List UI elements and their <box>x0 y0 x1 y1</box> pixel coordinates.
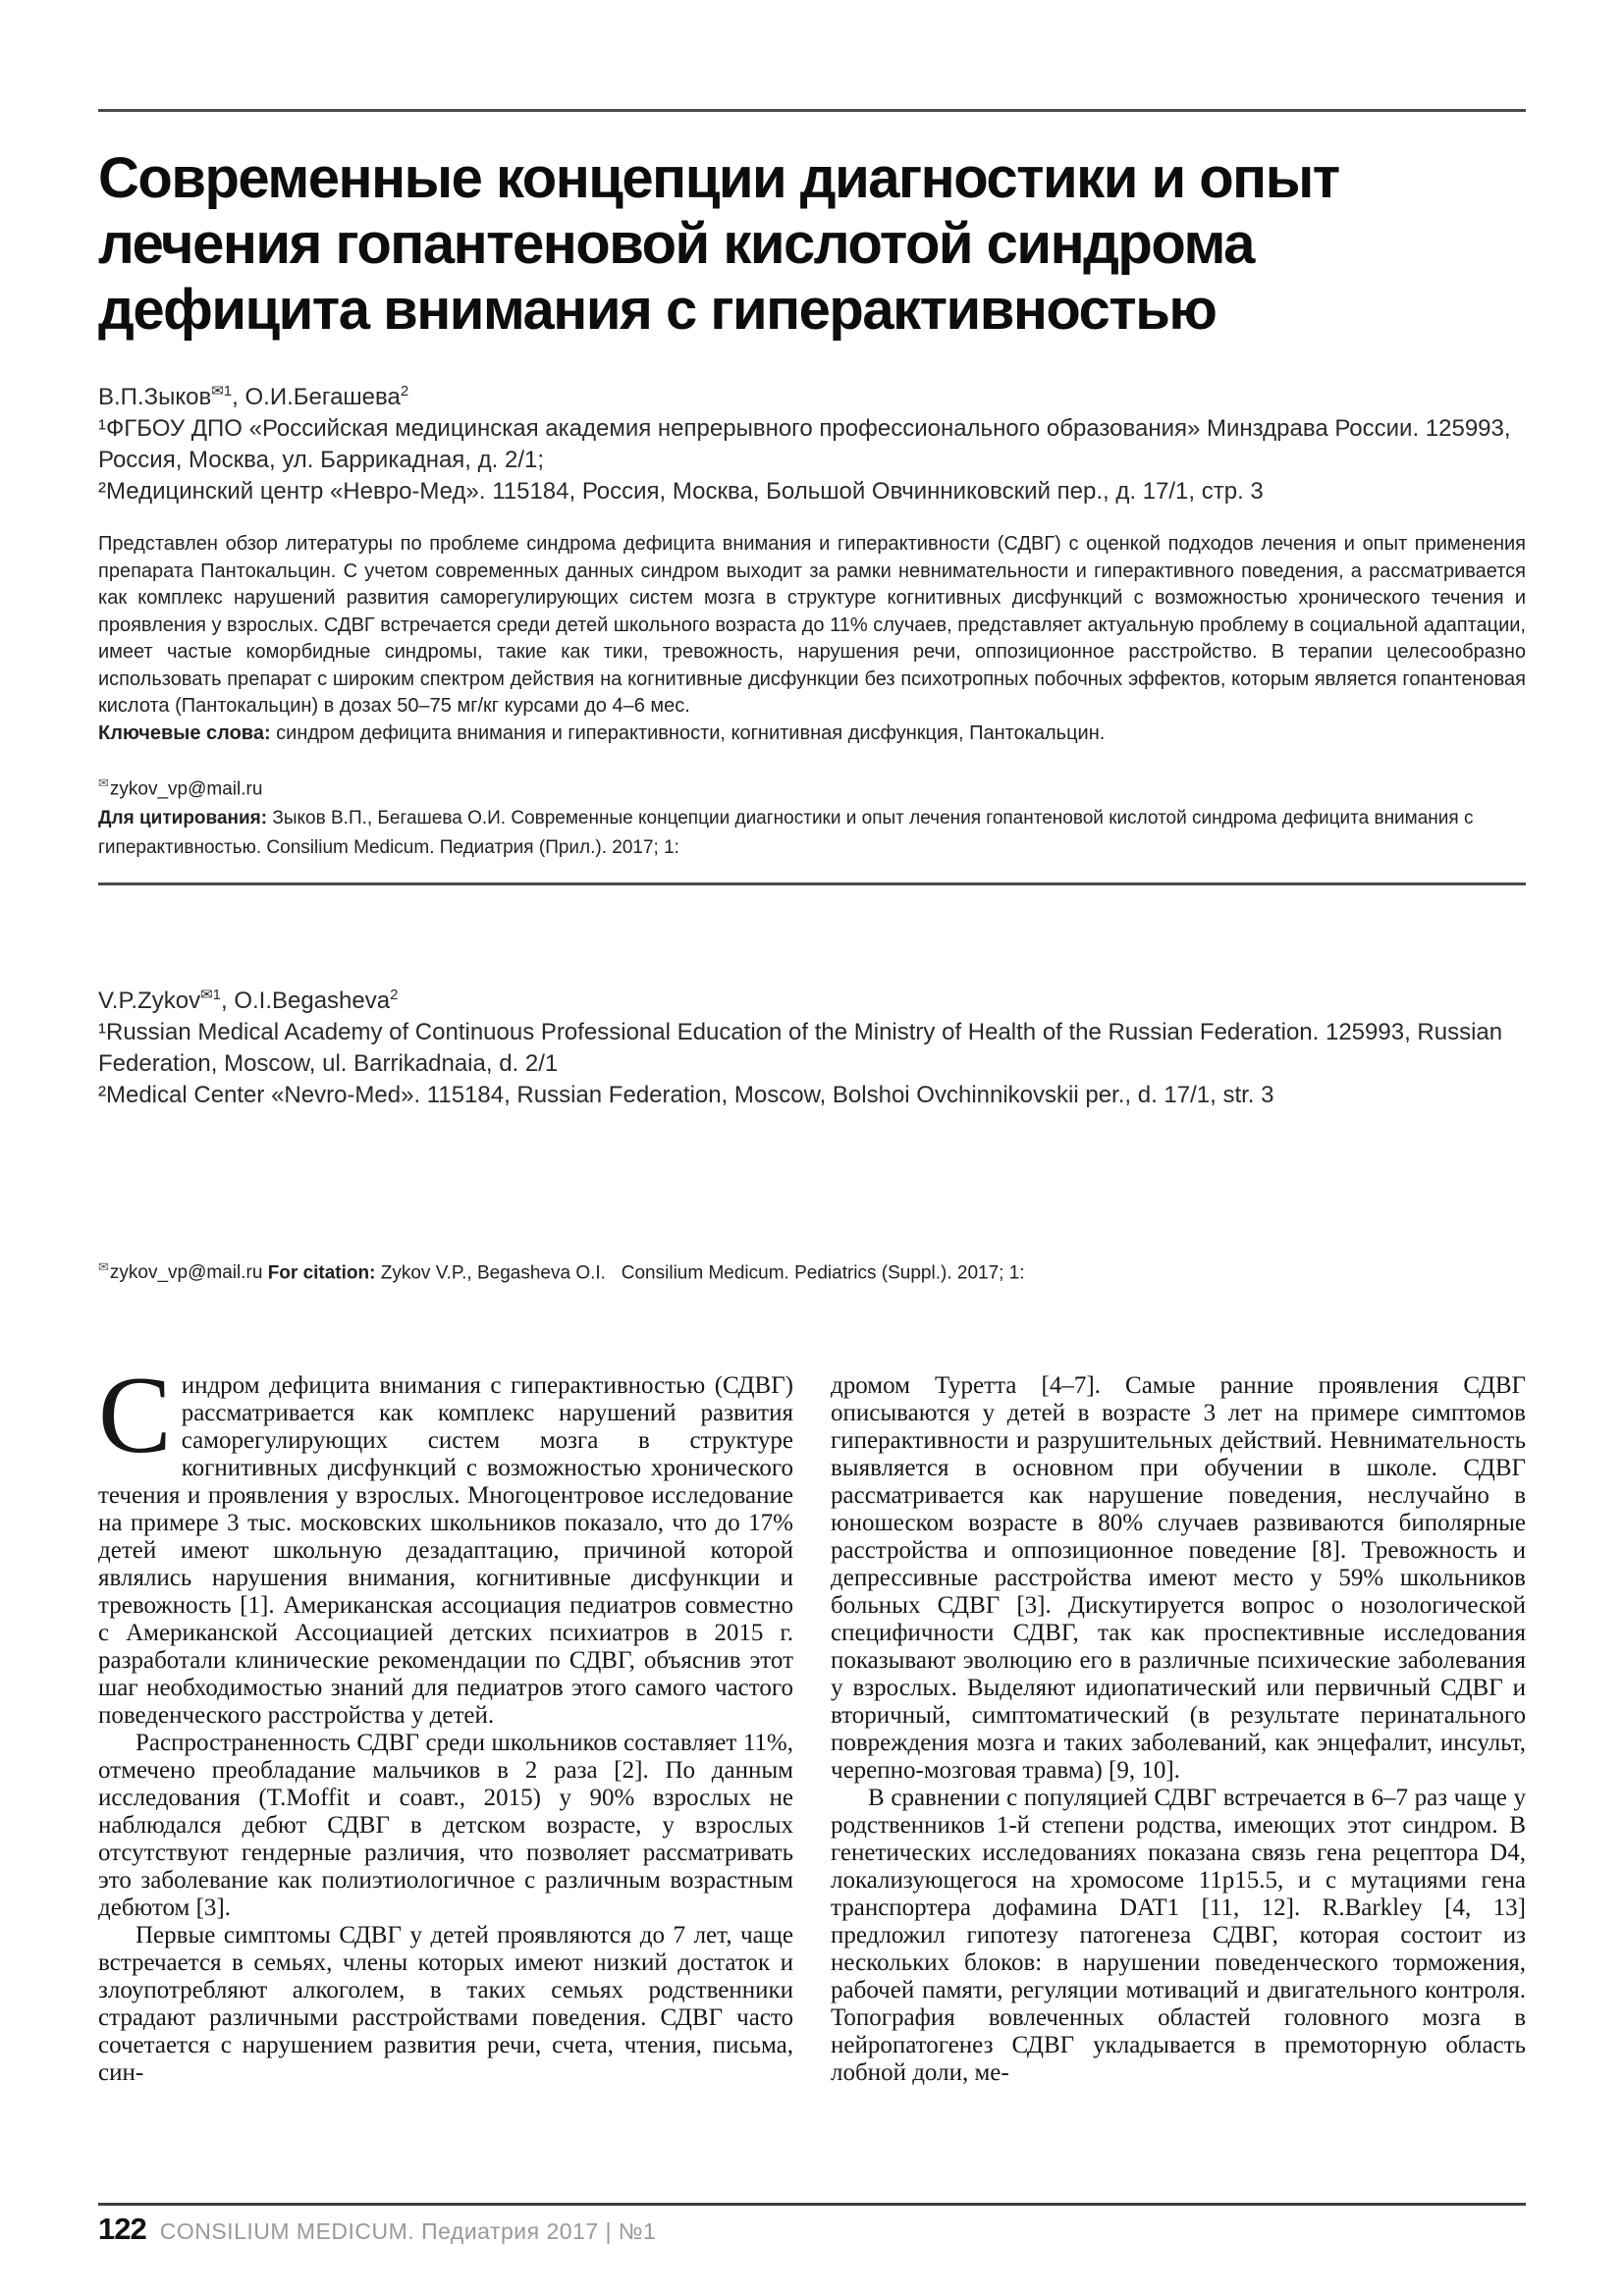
citation-ru <box>98 808 1473 858</box>
authors-en <box>98 986 1526 1017</box>
keywords-text: синдром дефицита внимания и гиперактивности, когнитивная дисфункция, Пантокальцин. <box>270 721 1106 744</box>
article-title: Современные концепции диагностики и опыт лечения гопантеновой кислотой синдрома дефицита внимания с гиперактивностью <box>98 146 1339 342</box>
body-left-p3: Первые симптомы СДВГ у детей проявляются до 7 лет, чаще встречается в семьях, члены которых имеют низкий достаток и злоупотребляют алкоголем, в таких семьях родственники страдают различными расстройствами поведения. СДВГ часто сочетается с нарушением развития речи, счета, чтения, письма, син- <box>98 1922 793 2086</box>
dropcap-letter: С <box>98 1355 172 1476</box>
author-ru-2-superscript: 2 <box>400 383 409 400</box>
affiliations-ru <box>98 413 1526 507</box>
top-divider <box>98 109 1526 112</box>
affiliation-ru-2: ²Медицинский центр «Невро-Мед». 115184, Россия, Москва, Большой Овчинниковский пер., д. 17/1, стр. 3 <box>98 478 1264 505</box>
contact-ru <box>98 769 1526 863</box>
affiliations-en <box>98 1017 1526 1111</box>
abstract-ru <box>98 531 1526 747</box>
page-footer <box>98 2203 1526 2247</box>
affiliation-en-2: ²Medical Center «Nevro-Med». 115184, Russian Federation, Moscow, Bolshoi Ovchinnikovskii per., d. 17/1, str. 3 <box>98 1082 1274 1109</box>
authors-ru <box>98 382 1526 413</box>
email-ru: zykov_vp@mail.ru <box>109 778 263 800</box>
abstract-ru-text: Представлен обзор литературы по проблеме синдрома дефицита внимания и гиперактивности (СДВГ) с оценкой подходов лечения и опыт применения препарата Пантокальцин. С учетом современных данных синдром выходит за рамки невнимательности и гиперактивного поведения, а рассматривается как комплекс нарушений развития саморегулирующих систем мозга в структуре когнитивных дисфункций с возможностью хронического течения и проявления у взрослых. СДВГ встречается среди детей школьного возраста до 11% случаев, представляет актуальную проблему в социальной адаптации, имеет частые коморбидные синдромы, такие как тики, тревожность, нарушения речи, оппозиционное расстройство. В терапии целесообразно использовать препарат с широким спектром действия на когнитивные дисфункции без психотропных побочных эффектов, которым является гопантеновая кислота (Пантокальцин) в дозах 50–75 мг/кг курсами до 4–6 мес. <box>98 533 1526 717</box>
page-content <box>0 109 1624 1111</box>
author-en-1-superscript: ✉1 <box>200 987 221 1004</box>
page-number: 122 <box>98 2212 146 2246</box>
body-right-p1: дромом Туретта [4–7]. Самые ранние проявления СДВГ описываются у детей в возрасте 3 лет на примере симптомов гиперактивности и разрушительных действий. Невнимательность выявляется в основном при обучении в школе. СДВГ рассматривается как нарушение поведения, неслучайно в юношеском возрасте в 80% случаев развиваются биполярные расстройства и оппозиционное поведение [8]. Тревожность и депрессивные расстройства имеют место у 59% школьников больных СДВГ [3]. Дискутируется вопрос о нозологической специфичности СДВГ, так как проспективные исследования показывают эволюцию его в различные психические заболевания у взрослых. Выделяют идиопатический или первичный СДВГ и вторичный, симптоматический (в результате перинатального повреждения мозга и таких заболеваний, как энцефалит, инсульт, черепно-мозговая травма) [9, 10]. <box>831 1372 1526 1784</box>
affiliation-ru-1: ¹ФГБОУ ДПО «Российская медицинская академия непрерывного профессионального образования» Минздрава России. 125993, Россия, Москва, ул. Баррикадная, д. 2/1; <box>98 415 1511 473</box>
body-left-p1: индром дефицита внимания с гиперактивностью (СДВГ) рассматривается как комплекс нарушений развития саморегулирующих систем мозга в структуре когнитивных дисфункций с возможностью хронического течения и проявления у взрослых. Многоцентровое исследование на примере 3 тыс. московских школьников показало, что до 17% детей имеют школьную дезадаптацию, причиной которой являлись нарушения внимания, когнитивные дисфункции и тревожность [1]. Американская ассоциация педиатров совместно с Американской Ассоциацией детских психиатров в 2015 г. разработали клинические рекомендации по СДВГ, объяснив этот шаг необходимостью знаний для педиатров этого самого частого поведенческого расстройства у детей. <box>98 1372 793 1729</box>
authors-separator: , <box>232 384 245 410</box>
email-row-en <box>98 1259 268 1284</box>
authors-en-separator: , <box>220 988 235 1015</box>
email-en: zykov_vp@mail.ru <box>109 1262 263 1284</box>
author-ru-1-superscript: ✉1 <box>211 383 233 400</box>
envelope-icon: ✉ <box>98 1259 109 1274</box>
keywords-label: Ключевые слова: <box>98 721 271 744</box>
body-left-p2: Распространенность СДВГ среди школьников составляет 11%, отмечено преобладание мальчиков в 2 раза [2]. По данным исследования (T.Moffit и соавт., 2015) у 90% взрослых не наблюдался дебют СДВГ в детском возрасте, у взрослых отсутствуют гендерные различия, что позволяет рассматривать это заболевание как полиэтиологичное с различным возрастным дебютом [3]. <box>98 1730 793 1921</box>
body-column-left <box>98 1355 793 2087</box>
envelope-icon: ✉ <box>98 775 109 790</box>
affiliation-en-1: ¹Russian Medical Academy of Continuous Professional Education of the Ministry of Health of the Russian Federation. 125993, Russian Federation, Moscow, ul. Barrikadnaia, d. 2/1 <box>98 1019 1503 1078</box>
body-paragraph <box>98 1355 793 1730</box>
email-row-ru <box>98 769 1526 804</box>
citation-en-text: Zykov V.P., Begasheva O.I. Consilium Medicum. Pediatrics (Suppl.). 2017; 1: <box>375 1262 1025 1284</box>
citation-ru-label: Для цитирования: <box>98 808 268 829</box>
body-column-right <box>831 1372 1526 2087</box>
contact-en <box>98 1253 1526 1288</box>
author-en-2-superscript: 2 <box>390 987 399 1004</box>
article-body <box>98 1355 1526 2087</box>
citation-en-label: For citation: <box>267 1262 376 1284</box>
citation-ru-text: Зыков В.П., Бегашева О.И. Современные концепции диагностики и опыт лечения гопантеновой кислотой синдрома дефицита внимания с гиперактивностью. Consilium Medicum. Педиатрия (Прил.). 2017; 1: <box>98 808 1474 859</box>
citation-en <box>268 1262 1025 1283</box>
mid-divider <box>98 882 1526 885</box>
author-ru-1: В.П.Зыков <box>98 384 212 410</box>
author-en-1: V.P.Zykov <box>98 988 201 1015</box>
journal-name: CONSILIUM MEDICUM. Педиатрия 2017 | №1 <box>159 2218 657 2244</box>
author-ru-2: О.И.Бегашева <box>244 384 401 410</box>
author-en-2: O.I.Begasheva <box>234 988 391 1015</box>
body-right-p2: В сравнении с популяцией СДВГ встречается в 6–7 раз чаще у родственников 1-й степени родства, имеющих этот синдром. В генетических исследованиях показана связь гена рецептора D4, локализующегося на хромосоме 11p15.5, и с мутациями гена транспортера дофамина DAT1 [11, 12]. R.Barkley [4, 13] предложил гипотезу патогенеза СДВГ, которая состоит из нескольких блоков: в нарушении поведенческого торможения, рабочей памяти, регуляции мотиваций и двигательного контроля. Топография вовлеченных областей головного мозга в нейропатогенез СДВГ укладывается в премоторную область лобной доли, ме- <box>831 1785 1526 2086</box>
